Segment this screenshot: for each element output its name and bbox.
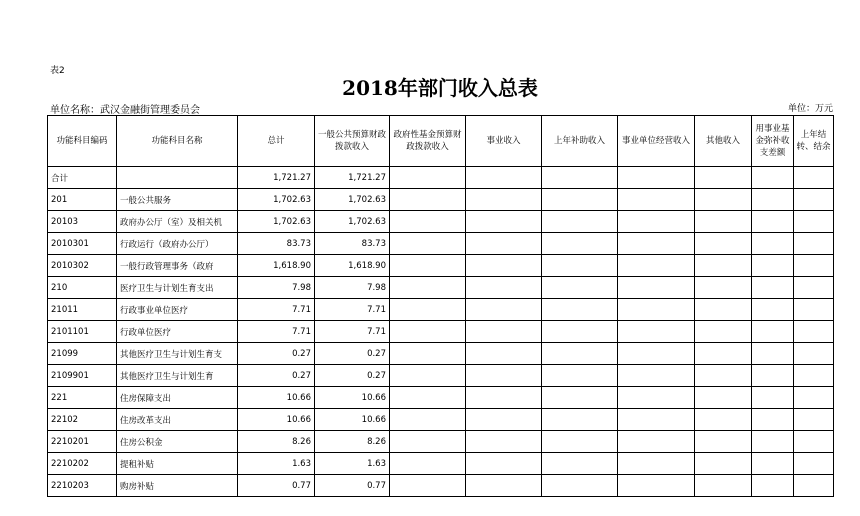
cell-operating-income	[618, 321, 695, 343]
cell-code: 22102	[48, 409, 117, 431]
sheet-number: 表2	[50, 66, 65, 76]
cell-name	[117, 167, 238, 189]
cell-carryover	[794, 255, 834, 277]
col-header-carryover: 上年结转、结余	[794, 116, 834, 167]
cell-operating-income	[618, 365, 695, 387]
cell-other-income	[695, 233, 752, 255]
col-header-general-budget: 一般公共预算财政拨款收入	[315, 116, 390, 167]
header-row	[48, 116, 834, 167]
cell-fund-offset	[752, 453, 794, 475]
cell-fund-budget	[390, 365, 466, 387]
table-row	[48, 233, 834, 255]
cell-fund-budget	[390, 453, 466, 475]
col-header-total: 总计	[238, 116, 315, 167]
cell-code: 2210202	[48, 453, 117, 475]
cell-name: 政府办公厅（室）及相关机	[117, 211, 238, 233]
cell-name: 住房改革支出	[117, 409, 238, 431]
cell-carryover	[794, 343, 834, 365]
cell-other-income	[695, 453, 752, 475]
cell-carryover	[794, 475, 834, 497]
cell-operating-income	[618, 277, 695, 299]
table-row	[48, 453, 834, 475]
cell-business-income	[466, 321, 542, 343]
cell-name: 其他医疗卫生与计划生育支	[117, 343, 238, 365]
table-row	[48, 387, 834, 409]
cell-carryover	[794, 365, 834, 387]
col-header-other-income: 其他收入	[695, 116, 752, 167]
cell-other-income	[695, 431, 752, 453]
cell-total: 0.27	[238, 343, 315, 365]
cell-general-budget: 1,618.90	[315, 255, 390, 277]
table-row	[48, 343, 834, 365]
cell-prior-subsidy	[542, 255, 618, 277]
cell-business-income	[466, 167, 542, 189]
cell-prior-subsidy	[542, 387, 618, 409]
cell-code: 2210201	[48, 431, 117, 453]
cell-carryover	[794, 387, 834, 409]
cell-other-income	[695, 475, 752, 497]
cell-general-budget: 7.71	[315, 299, 390, 321]
cell-carryover	[794, 167, 834, 189]
cell-code: 2010302	[48, 255, 117, 277]
col-header-code: 功能科目编码	[48, 116, 117, 167]
cell-prior-subsidy	[542, 365, 618, 387]
income-table	[47, 115, 834, 497]
cell-general-budget: 0.27	[315, 365, 390, 387]
cell-total: 0.27	[238, 365, 315, 387]
cell-fund-budget	[390, 299, 466, 321]
cell-operating-income	[618, 343, 695, 365]
cell-fund-budget	[390, 167, 466, 189]
cell-general-budget: 7.98	[315, 277, 390, 299]
table-row	[48, 167, 834, 189]
cell-fund-offset	[752, 189, 794, 211]
cell-fund-offset	[752, 343, 794, 365]
cell-fund-offset	[752, 409, 794, 431]
cell-carryover	[794, 453, 834, 475]
cell-prior-subsidy	[542, 167, 618, 189]
table-row	[48, 211, 834, 233]
col-header-operating-income: 事业单位经营收入	[618, 116, 695, 167]
cell-fund-budget	[390, 321, 466, 343]
cell-other-income	[695, 189, 752, 211]
cell-total: 83.73	[238, 233, 315, 255]
cell-name: 行政运行（政府办公厅）	[117, 233, 238, 255]
col-header-prior-subsidy: 上年补助收入	[542, 116, 618, 167]
cell-other-income	[695, 211, 752, 233]
cell-code: 221	[48, 387, 117, 409]
col-header-fund-offset: 用事业基金弥补收支差额	[752, 116, 794, 167]
cell-fund-budget	[390, 189, 466, 211]
cell-code: 2109901	[48, 365, 117, 387]
cell-name: 购房补贴	[117, 475, 238, 497]
cell-carryover	[794, 277, 834, 299]
cell-general-budget: 8.26	[315, 431, 390, 453]
cell-total: 8.26	[238, 431, 315, 453]
cell-business-income	[466, 233, 542, 255]
cell-carryover	[794, 321, 834, 343]
cell-total: 10.66	[238, 387, 315, 409]
cell-business-income	[466, 211, 542, 233]
cell-total: 1.63	[238, 453, 315, 475]
cell-total: 7.71	[238, 299, 315, 321]
cell-fund-budget	[390, 343, 466, 365]
cell-name: 行政事业单位医疗	[117, 299, 238, 321]
cell-fund-offset	[752, 167, 794, 189]
cell-name: 住房公积金	[117, 431, 238, 453]
cell-business-income	[466, 189, 542, 211]
cell-prior-subsidy	[542, 431, 618, 453]
cell-fund-offset	[752, 233, 794, 255]
cell-general-budget: 1,721.27	[315, 167, 390, 189]
cell-carryover	[794, 233, 834, 255]
cell-operating-income	[618, 167, 695, 189]
table-row	[48, 475, 834, 497]
cell-other-income	[695, 321, 752, 343]
cell-prior-subsidy	[542, 277, 618, 299]
cell-operating-income	[618, 211, 695, 233]
cell-name: 住房保障支出	[117, 387, 238, 409]
cell-business-income	[466, 409, 542, 431]
cell-operating-income	[618, 453, 695, 475]
cell-carryover	[794, 189, 834, 211]
cell-other-income	[695, 387, 752, 409]
cell-code: 2101101	[48, 321, 117, 343]
cell-business-income	[466, 387, 542, 409]
cell-code: 20103	[48, 211, 117, 233]
cell-code: 21099	[48, 343, 117, 365]
cell-code: 2010301	[48, 233, 117, 255]
cell-name: 一般行政管理事务（政府	[117, 255, 238, 277]
cell-other-income	[695, 255, 752, 277]
cell-fund-offset	[752, 431, 794, 453]
cell-fund-offset	[752, 365, 794, 387]
cell-prior-subsidy	[542, 189, 618, 211]
cell-carryover	[794, 431, 834, 453]
cell-business-income	[466, 365, 542, 387]
unit-label: 单位：万元	[787, 104, 833, 114]
cell-operating-income	[618, 299, 695, 321]
cell-business-income	[466, 453, 542, 475]
cell-code: 210	[48, 277, 117, 299]
col-header-business-income: 事业收入	[466, 116, 542, 167]
cell-code: 合计	[48, 167, 117, 189]
table-row	[48, 277, 834, 299]
cell-business-income	[466, 277, 542, 299]
cell-business-income	[466, 255, 542, 277]
cell-total: 0.77	[238, 475, 315, 497]
table-row	[48, 409, 834, 431]
cell-operating-income	[618, 189, 695, 211]
cell-fund-budget	[390, 431, 466, 453]
cell-code: 201	[48, 189, 117, 211]
cell-total: 1,721.27	[238, 167, 315, 189]
cell-other-income	[695, 343, 752, 365]
cell-fund-budget	[390, 387, 466, 409]
cell-code: 21011	[48, 299, 117, 321]
cell-fund-budget	[390, 211, 466, 233]
cell-general-budget: 10.66	[315, 409, 390, 431]
cell-prior-subsidy	[542, 453, 618, 475]
cell-prior-subsidy	[542, 409, 618, 431]
table-row	[48, 431, 834, 453]
table-row	[48, 189, 834, 211]
cell-business-income	[466, 343, 542, 365]
cell-fund-offset	[752, 255, 794, 277]
col-header-fund-budget: 政府性基金预算财政拨款收入	[390, 116, 466, 167]
cell-code: 2210203	[48, 475, 117, 497]
cell-name: 行政单位医疗	[117, 321, 238, 343]
cell-carryover	[794, 409, 834, 431]
cell-fund-budget	[390, 255, 466, 277]
cell-carryover	[794, 211, 834, 233]
unit-name: 单位名称：武汉金融街管理委员会	[50, 105, 200, 116]
cell-operating-income	[618, 255, 695, 277]
cell-fund-offset	[752, 299, 794, 321]
cell-operating-income	[618, 475, 695, 497]
cell-other-income	[695, 167, 752, 189]
cell-name: 医疗卫生与计划生育支出	[117, 277, 238, 299]
cell-business-income	[466, 431, 542, 453]
cell-name: 提租补贴	[117, 453, 238, 475]
table-row	[48, 321, 834, 343]
cell-business-income	[466, 475, 542, 497]
page-title: 2018年部门收入总表	[342, 76, 538, 100]
cell-other-income	[695, 299, 752, 321]
cell-prior-subsidy	[542, 299, 618, 321]
cell-other-income	[695, 409, 752, 431]
cell-prior-subsidy	[542, 475, 618, 497]
cell-total: 1,702.63	[238, 211, 315, 233]
cell-general-budget: 10.66	[315, 387, 390, 409]
cell-general-budget: 1,702.63	[315, 211, 390, 233]
cell-operating-income	[618, 233, 695, 255]
cell-total: 10.66	[238, 409, 315, 431]
cell-general-budget: 0.77	[315, 475, 390, 497]
cell-fund-budget	[390, 475, 466, 497]
cell-prior-subsidy	[542, 211, 618, 233]
cell-other-income	[695, 365, 752, 387]
cell-fund-budget	[390, 277, 466, 299]
cell-general-budget: 1.63	[315, 453, 390, 475]
cell-total: 7.98	[238, 277, 315, 299]
cell-prior-subsidy	[542, 321, 618, 343]
cell-fund-offset	[752, 211, 794, 233]
cell-prior-subsidy	[542, 343, 618, 365]
col-header-name: 功能科目名称	[117, 116, 238, 167]
cell-operating-income	[618, 409, 695, 431]
cell-fund-offset	[752, 475, 794, 497]
cell-total: 7.71	[238, 321, 315, 343]
cell-general-budget: 7.71	[315, 321, 390, 343]
cell-fund-offset	[752, 321, 794, 343]
cell-total: 1,702.63	[238, 189, 315, 211]
cell-total: 1,618.90	[238, 255, 315, 277]
cell-business-income	[466, 299, 542, 321]
cell-fund-offset	[752, 277, 794, 299]
table-row	[48, 299, 834, 321]
cell-fund-budget	[390, 409, 466, 431]
cell-name: 一般公共服务	[117, 189, 238, 211]
cell-general-budget: 0.27	[315, 343, 390, 365]
table-row	[48, 365, 834, 387]
cell-other-income	[695, 277, 752, 299]
cell-operating-income	[618, 387, 695, 409]
cell-general-budget: 83.73	[315, 233, 390, 255]
cell-carryover	[794, 299, 834, 321]
table-row	[48, 255, 834, 277]
cell-operating-income	[618, 431, 695, 453]
cell-general-budget: 1,702.63	[315, 189, 390, 211]
cell-fund-offset	[752, 387, 794, 409]
cell-name: 其他医疗卫生与计划生育	[117, 365, 238, 387]
cell-prior-subsidy	[542, 233, 618, 255]
cell-fund-budget	[390, 233, 466, 255]
